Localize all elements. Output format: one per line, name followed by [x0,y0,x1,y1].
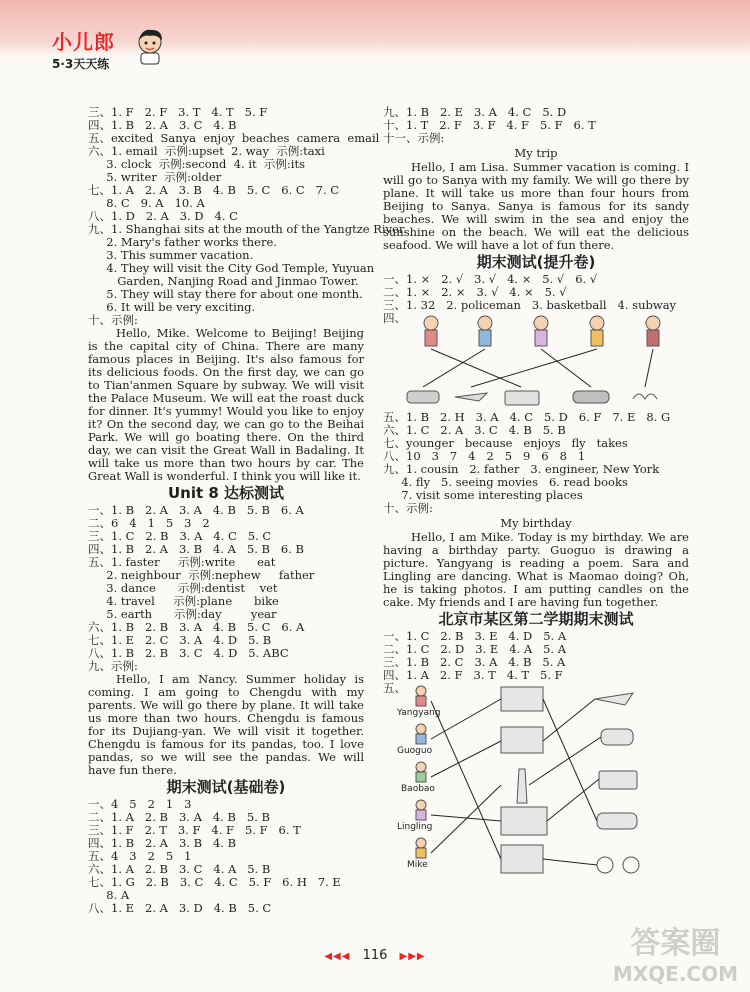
answer-line: 三、1. B 2. C 3. A 4. B 5. A [383,655,566,669]
answer-line: 七、1. G 2. B 3. C 4. C 5. F 6. H 7. E [88,875,341,889]
answer-line: 六、1. A 2. B 3. C 4. A 5. B [88,862,271,876]
answer-line: 三、1. F 2. T 3. F 4. F 5. F 6. T [88,823,301,837]
essay-title-trip: My trip [514,146,558,160]
answer-line: 三、1. F 2. F 3. T 4. T 5. F [88,105,268,119]
answer-line: 六、1. email 示例:upset 2. way 示例:taxi [88,144,325,158]
answer-line: 十、示例: [383,501,433,515]
watermark-text: 答案圈 [630,926,721,961]
answer-line: 二、1. A 2. B 3. A 4. B 5. B [88,810,270,824]
answer-line: 4. travel 示例:plane bike [88,594,279,608]
answer-line: 五、 [383,681,406,695]
answer-line: 五、1. faster 示例:write eat [88,555,276,569]
answer-line: 二、1. C 2. D 3. E 4. A 5. A [383,642,567,656]
matching-people-places [383,685,683,885]
essay-chengdu: Hello, I am Nancy. Summer holiday is coming. I am going to Chengdu with my parents. We will go there by plane. It will take us more than two hours. Chengdu is famous for its Dujiang-yan. We will visit it together. Chengdu is famous for its pandas, too. I love pandas, so we will see the pandas. We will have fun there. [88,672,364,777]
answer-line: 七、younger because enjoys fly takes [383,436,628,450]
section-title-basic: 期末测试(基础卷) [166,778,286,796]
answer-line: Garden, Nanjing Road and Jinmao Tower. [88,274,359,288]
answer-line: 五、4 3 2 5 1 [88,849,192,863]
answer-line: 七、1. A 2. A 3. B 4. B 5. C 6. C 7. C [88,183,340,197]
essay-birthday: Hello, I am Mike. Today is my birthday. We are having a birthday party. Guoguo is drawing a picture. Yangyang is reading a poem. Sara and Lingling are dancing. What is Maomao doing? Oh, he is taking photos. I am putting candles on the cake. My friends and I are having fun together. [383,530,689,609]
person-illustrations [424,316,660,346]
match-name: Mike [407,860,428,870]
answer-line: 八、1. B 2. B 3. C 4. D 5. ABC [88,646,289,660]
answer-line: 一、4 5 2 1 3 [88,797,192,811]
page-number: 116 [362,948,388,963]
answer-line: 4. They will visit the City God Temple, Yuyuan [88,261,375,275]
answer-line: 5. earth 示例:day year [88,607,277,621]
answer-line: 六、1. C 2. A 3. C 4. B 5. B [383,423,566,437]
vehicle-illustrations [595,693,639,873]
answer-line: 四、 [383,311,406,325]
answer-line: 九、1. B 2. E 3. A 4. C 5. D [383,105,567,119]
answer-line: 5. They will stay there for about one month. [88,287,363,301]
answer-line: 3. This summer vacation. [88,248,254,262]
answer-line: 七、1. E 2. C 3. A 4. D 5. B [88,633,272,647]
place-illustrations [501,687,547,873]
essay-trip: Hello, I am Lisa. Summer vacation is coming. I will go to Sanya with my family. We will go there by plane. It will take us more than four hours from Beijing to Sanya. Sanya is famous for its sandy beaches. We will swim in the sea and enjoy the sunshine on the beach. We will eat the delicious seafood. We will have a lot of fun there. [383,160,689,252]
section-title-advanced: 期末测试(提升卷) [476,253,596,271]
answer-line: 一、1. C 2. B 3. E 4. D 5. A [383,629,567,643]
answer-line: 7. visit some interesting places [383,488,583,502]
answer-line: 六、1. B 2. B 3. A 4. B 5. C 6. A [88,620,305,634]
answer-line: 十一、示例: [383,131,445,145]
answer-line: 二、6 4 1 5 3 2 [88,516,210,530]
answer-line: 3. dance 示例:dentist vet [88,581,278,595]
answer-lines-basic [88,798,364,915]
transport-illustrations [407,391,657,405]
answer-line: 三、1. C 2. B 3. A 4. C 5. C [88,529,272,543]
brand-subtitle: 5·3天天练 [52,57,110,71]
answer-line: 一、1. B 2. A 3. A 4. B 5. B 6. A [88,503,304,517]
answer-line: 十、示例: [88,313,138,327]
answer-line: 八、1. E 2. A 3. D 4. B 5. C [88,901,272,915]
matching-lines [431,699,601,865]
match-name: Guoguo [397,746,433,756]
answer-line: 8. C 9. A 10. A [88,196,205,210]
section-title-unit8: Unit 8 达标测试 [167,484,285,502]
answer-lines-unit8 [88,504,364,673]
brand-name: 小儿郎 [52,30,115,54]
essay-beijing: Hello, Mike. Welcome to Beijing! Beijing is the capital city of China. There are many famous places in Beijing. It's also famous for its delicious foods. On the first day, we can go to Tian'anmen Square by subway. We will visit the Palace Museum. We will eat the roast duck for dinner. It's yummy! Would you like to enjoy it? On the second day, we can go to the Beihai Park. We will go boating there. On the third day, we can visit the Great Wall in Badaling. It will take us more than two hours by car. The Great Wall is wonderful. I think you will like it. [88,326,364,483]
match-name: Yangyang [397,708,441,718]
match-name: Lingling [397,822,433,832]
answer-line: 五、1. B 2. H 3. A 4. C 5. D 6. F 7. E 8. G [383,410,671,424]
answer-line: 九、1. cousin 2. father 3. engineer, New York [383,462,660,476]
answer-line: 八、1. D 2. A 3. D 4. C [88,209,238,223]
answer-line: 一、1. × 2. √ 3. √ 4. × 5. √ 6. √ [383,272,598,286]
answer-line: 6. It will be very exciting. [88,300,256,314]
answer-line: 3. clock 示例:second 4. it 示例:its [88,157,306,171]
answer-line: 四、1. B 2. A 3. B 4. A 5. B 6. B [88,542,305,556]
answer-line: 8. A [88,888,130,902]
watermark-url: MXQE.COM [612,962,738,986]
right-arrows-icon: ▶▶▶ [399,951,426,962]
essay-title-birthday: My birthday [500,516,572,530]
answer-line: 2. neighbour 示例:nephew father [88,568,315,582]
answer-line: 八、10 3 7 4 2 5 9 6 8 1 [383,449,586,463]
answer-line: 4. fly 5. seeing movies 6. read books [383,475,628,489]
answer-line: 二、1. × 2. × 3. √ 4. × 5. √ [383,285,567,299]
answer-line: 四、1. B 2. A 3. C 4. B [88,118,237,132]
brand-logo [52,26,115,72]
answer-line: 2. Mary's father works there. [88,235,277,249]
mascot-icon [132,26,168,66]
left-column [88,105,407,915]
section-title-beijing-exam: 北京市某区第二学期期末测试 [438,610,634,628]
answer-lines-part1 [88,105,407,327]
left-arrows-icon: ◀◀◀ [324,951,351,962]
answer-line: 十、1. T 2. F 3. F 4. F 5. F 6. T [383,118,596,132]
right-column [383,106,689,885]
answer-line: 三、1. 32 2. policeman 3. basketball 4. subway [383,298,677,312]
answer-line: 5. writer 示例:older [88,170,222,184]
answer-line: 九、示例: [88,659,138,673]
answer-line: 四、1. B 2. A 3. B 4. B [88,836,237,850]
answer-line: 四、1. A 2. F 3. T 4. T 5. F [383,668,563,682]
match-name: Baobao [401,784,435,794]
watermark [613,918,738,986]
answer-line: 五、excited Sanya enjoy beaches camera email [88,131,380,145]
answer-line: 九、1. Shanghai sits at the mouth of the Yangtze River. [88,222,407,236]
matching-people-transport [383,313,683,411]
matching-lines [423,349,653,387]
